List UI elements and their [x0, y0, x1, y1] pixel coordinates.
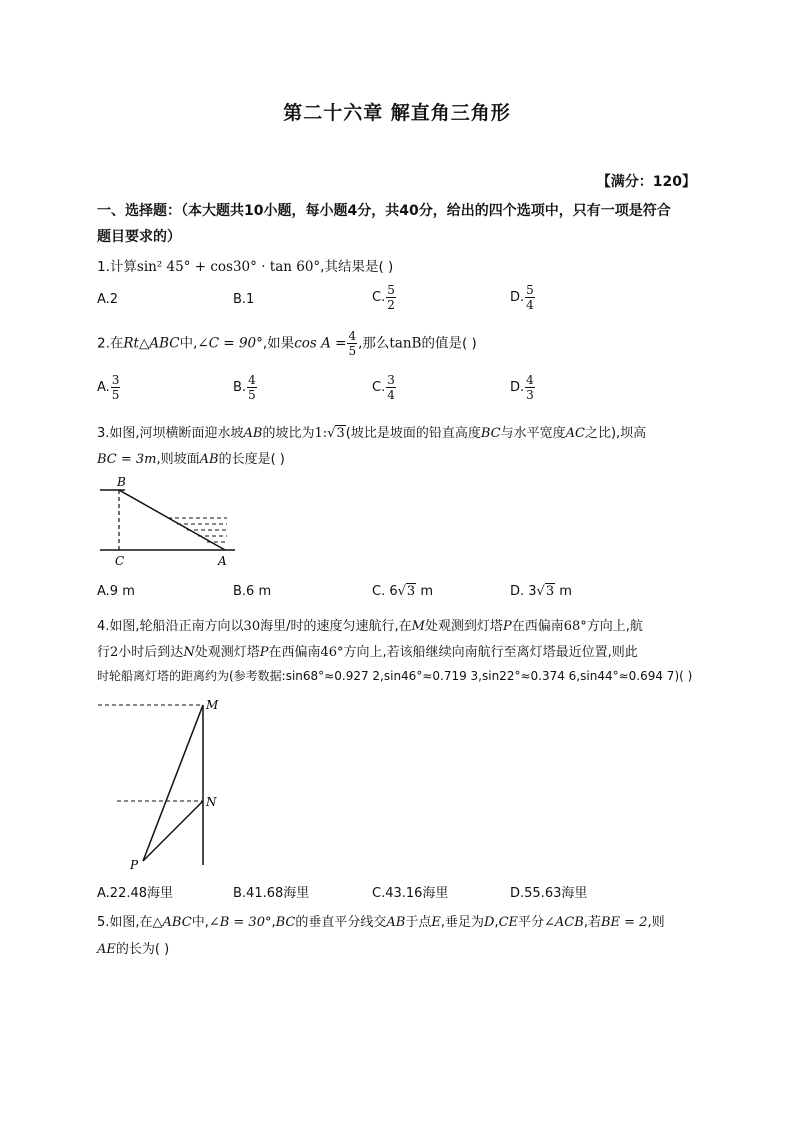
- page-title: 第二十六章 解直角三角形: [283, 102, 511, 124]
- section-heading: 一、选择题：（本大题共10小题，每小题4分，共40分，给出的四个选项中，只有一项是符合: [97, 203, 671, 219]
- q4-option-a: A.22.48海里: [97, 886, 174, 901]
- line-mp: [143, 705, 203, 861]
- question-5: 5.如图,在△ABC中,∠B = 30°,BC的垂直平分线交AB于点E,垂足为D,CE平分∠ACB,若BE = 2,则: [97, 915, 665, 930]
- q1-option-b: B.1: [233, 292, 255, 307]
- question-4: 4.如图,轮船沿正南方向以30海里/时的速度匀速航行,在M处观测到灯塔P在西偏南68°方向上,航: [97, 619, 643, 634]
- dam-cross-section-figure: [95, 472, 270, 572]
- q1-option-a: A.2: [97, 292, 119, 307]
- q2-option-b: B. $\frac{4}{5}$: [233, 373, 256, 402]
- question-2: 2.在Rt△ABC中,∠C = 90°,如果cos A = $\frac{4}{5}$ ,那么tanB的值是( ): [97, 329, 477, 358]
- question-3-cont: BC = 3m,则坡面AB的长度是( ): [97, 452, 285, 467]
- q1-expression: sin² 45° + cos30° · tan 60°: [136, 259, 321, 275]
- label-p: P: [130, 858, 139, 872]
- q3-option-d: D. 3√3 m: [510, 584, 572, 599]
- q2-option-d: D. $\frac{4}{3}$: [510, 373, 534, 402]
- label-b: B: [117, 475, 126, 489]
- question-4-reference-data: 时轮船离灯塔的距离约为(参考数据:sin68°≈0.927 2,sin46°≈0.719 3,sin22°≈0.374 6,sin44°≈0.694 7)( ): [97, 669, 693, 683]
- label-m: M: [206, 698, 219, 712]
- water-hatching: [168, 518, 227, 542]
- q4-option-c: C.43.16海里: [372, 886, 449, 901]
- label-n: N: [206, 795, 217, 809]
- label-a: A: [218, 554, 227, 568]
- q1-option-d: D. $\frac{5}{4}$: [510, 283, 534, 312]
- question-5-cont: AE的长为( ): [97, 942, 170, 957]
- line-np: [143, 801, 203, 861]
- slope-ab: [119, 490, 225, 550]
- q3-option-b: B.6 m: [233, 584, 272, 599]
- q4-option-b: B.41.68海里: [233, 886, 310, 901]
- lighthouse-figure: [95, 695, 235, 875]
- full-score: 【满分：120】: [596, 174, 696, 190]
- question-1: 1.计算sin² 45° + cos30° · tan 60°,其结果是( ): [97, 259, 394, 275]
- q3-option-a: A.9 m: [97, 584, 135, 599]
- section-heading-cont: 题目要求的）: [97, 229, 181, 245]
- q2-option-a: A. $\frac{3}{5}$: [97, 373, 120, 402]
- question-4-cont: 行2小时后到达N处观测灯塔P在西偏南46°方向上,若该船继续向南航行至离灯塔最近位置,则此: [97, 645, 638, 660]
- q1-option-c: C. $\frac{5}{2}$: [372, 283, 395, 312]
- q3-option-c: C. 6√3 m: [372, 584, 434, 599]
- label-c: C: [115, 554, 125, 568]
- q2-option-c: C. $\frac{3}{4}$: [372, 373, 395, 402]
- question-3: 3.如图,河坝横断面迎水坡AB的坡比为1:√3(坡比是坡面的铅直高度BC与水平宽度AC之比),坝高: [97, 426, 647, 441]
- q4-option-d: D.55.63海里: [510, 886, 588, 901]
